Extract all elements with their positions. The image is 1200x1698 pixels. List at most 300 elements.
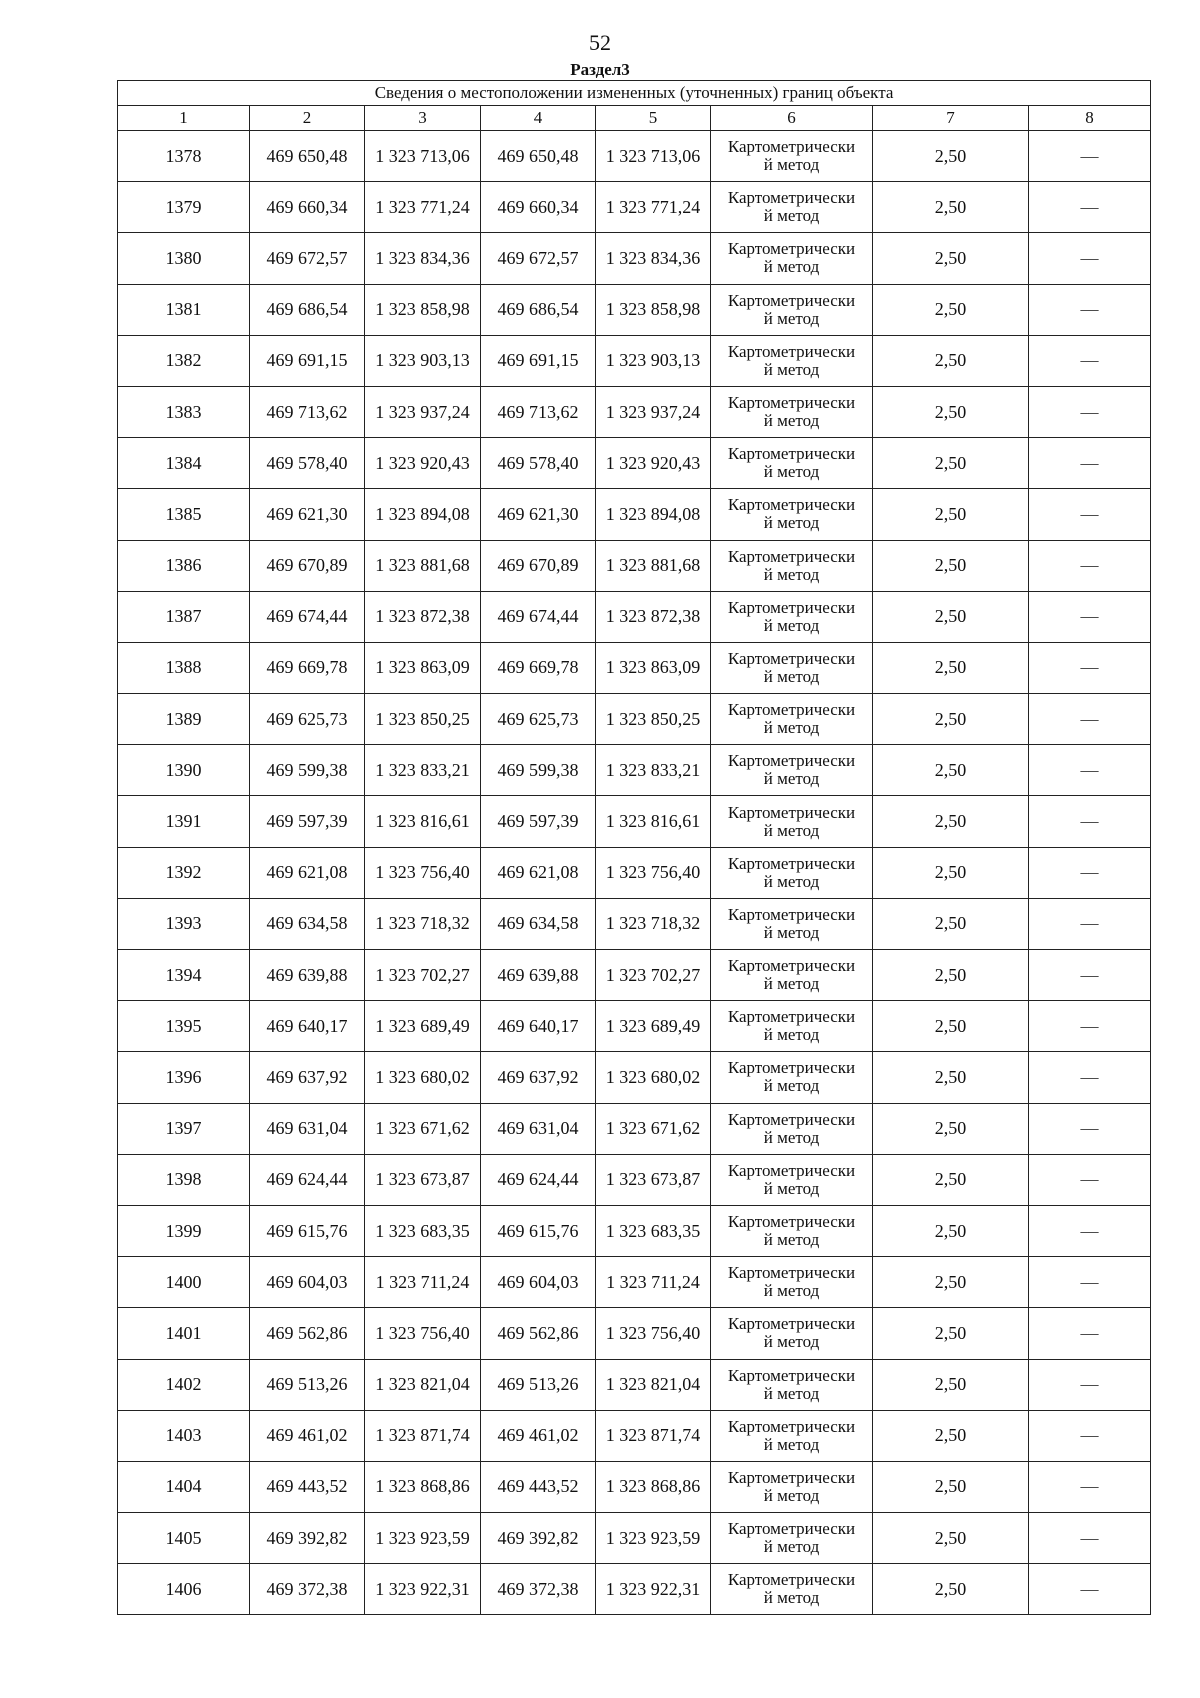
method-line-2: й метод xyxy=(763,206,820,226)
y-existing-cell: 1 323 871,74 xyxy=(365,1410,481,1461)
method-line-2: й метод xyxy=(763,411,820,431)
x-existing-cell: 469 513,26 xyxy=(250,1359,365,1410)
method-line-2: й метод xyxy=(763,308,820,328)
accuracy-cell: 2,50 xyxy=(873,1257,1029,1308)
method-line-2: й метод xyxy=(763,1588,820,1608)
point-number-cell: 1378 xyxy=(118,131,250,182)
method-line-1: Картометрически xyxy=(727,1467,856,1487)
method-line-1: Картометрически xyxy=(727,802,856,822)
table-row xyxy=(118,131,1151,182)
y-updated-cell: 1 323 903,13 xyxy=(596,335,711,386)
table-row xyxy=(118,438,1151,489)
method-line-2: й метод xyxy=(763,1537,820,1557)
method-line-1: Картометрически xyxy=(727,853,856,873)
y-updated-cell: 1 323 850,25 xyxy=(596,694,711,745)
y-existing-cell: 1 323 903,13 xyxy=(365,335,481,386)
method-line-1: Картометрически xyxy=(727,1416,856,1436)
y-updated-cell: 1 323 834,36 xyxy=(596,233,711,284)
col8-cell: — xyxy=(1029,1513,1151,1564)
method-line-1: Картометрически xyxy=(727,751,856,771)
method-cell xyxy=(711,1461,873,1512)
x-updated-cell: 469 672,57 xyxy=(481,233,596,284)
x-updated-cell: 469 691,15 xyxy=(481,335,596,386)
point-number-cell: 1403 xyxy=(118,1410,250,1461)
y-existing-cell: 1 323 673,87 xyxy=(365,1154,481,1205)
method-line-1: Картометрически xyxy=(727,1007,856,1027)
y-updated-cell: 1 323 920,43 xyxy=(596,438,711,489)
point-number-cell: 1397 xyxy=(118,1103,250,1154)
method-line-1: Картометрически xyxy=(727,444,856,464)
y-existing-cell: 1 323 833,21 xyxy=(365,745,481,796)
x-updated-cell: 469 392,82 xyxy=(481,1513,596,1564)
y-existing-cell: 1 323 923,59 xyxy=(365,1513,481,1564)
table-row xyxy=(118,1257,1151,1308)
column-number: 7 xyxy=(873,106,1029,131)
point-number-cell: 1390 xyxy=(118,745,250,796)
column-number: 6 xyxy=(711,106,873,131)
x-updated-cell: 469 670,89 xyxy=(481,540,596,591)
point-number-cell: 1393 xyxy=(118,898,250,949)
method-line-1: Картометрически xyxy=(727,1160,856,1180)
method-cell xyxy=(711,1308,873,1359)
x-existing-cell: 469 637,92 xyxy=(250,1052,365,1103)
point-number-cell: 1400 xyxy=(118,1257,250,1308)
method-line-2: й метод xyxy=(763,769,820,789)
point-number-cell: 1380 xyxy=(118,233,250,284)
table-row xyxy=(118,182,1151,233)
accuracy-cell: 2,50 xyxy=(873,438,1029,489)
method-cell xyxy=(711,1103,873,1154)
method-line-1: Картометрически xyxy=(727,137,856,157)
col8-cell: — xyxy=(1029,182,1151,233)
y-existing-cell: 1 323 922,31 xyxy=(365,1564,481,1615)
table-caption: Сведения о местоположении измененных (уточненных) границ объекта xyxy=(118,81,1151,106)
col8-cell: — xyxy=(1029,898,1151,949)
method-cell xyxy=(711,898,873,949)
col8-cell: — xyxy=(1029,335,1151,386)
x-existing-cell: 469 624,44 xyxy=(250,1154,365,1205)
table-row xyxy=(118,233,1151,284)
page-number: 52 xyxy=(589,30,611,55)
method-line-1: Картометрически xyxy=(727,546,856,566)
x-existing-cell: 469 691,15 xyxy=(250,335,365,386)
method-line-1: Картометрически xyxy=(727,648,856,668)
table-row xyxy=(118,694,1151,745)
method-cell xyxy=(711,1513,873,1564)
y-existing-cell: 1 323 711,24 xyxy=(365,1257,481,1308)
y-updated-cell: 1 323 718,32 xyxy=(596,898,711,949)
col8-cell: — xyxy=(1029,1154,1151,1205)
y-existing-cell: 1 323 834,36 xyxy=(365,233,481,284)
x-existing-cell: 469 597,39 xyxy=(250,796,365,847)
y-existing-cell: 1 323 872,38 xyxy=(365,591,481,642)
table-row xyxy=(118,489,1151,540)
point-number-cell: 1396 xyxy=(118,1052,250,1103)
method-line-1: Картометрически xyxy=(727,495,856,515)
x-existing-cell: 469 670,89 xyxy=(250,540,365,591)
x-existing-cell: 469 640,17 xyxy=(250,1001,365,1052)
x-updated-cell: 469 604,03 xyxy=(481,1257,596,1308)
col8-cell: — xyxy=(1029,796,1151,847)
y-existing-cell: 1 323 881,68 xyxy=(365,540,481,591)
col8-cell: — xyxy=(1029,1410,1151,1461)
table-row xyxy=(118,1359,1151,1410)
table-row xyxy=(118,847,1151,898)
x-updated-cell: 469 562,86 xyxy=(481,1308,596,1359)
accuracy-cell: 2,50 xyxy=(873,694,1029,745)
x-updated-cell: 469 631,04 xyxy=(481,1103,596,1154)
point-number-cell: 1387 xyxy=(118,591,250,642)
x-existing-cell: 469 713,62 xyxy=(250,386,365,437)
point-number-cell: 1383 xyxy=(118,386,250,437)
x-updated-cell: 469 599,38 xyxy=(481,745,596,796)
y-updated-cell: 1 323 868,86 xyxy=(596,1461,711,1512)
column-number: 1 xyxy=(118,106,250,131)
accuracy-cell: 2,50 xyxy=(873,1359,1029,1410)
table-row xyxy=(118,1154,1151,1205)
table-row xyxy=(118,591,1151,642)
x-updated-cell: 469 669,78 xyxy=(481,642,596,693)
col8-cell: — xyxy=(1029,694,1151,745)
method-line-2: й метод xyxy=(763,257,820,277)
y-existing-cell: 1 323 683,35 xyxy=(365,1205,481,1256)
y-existing-cell: 1 323 850,25 xyxy=(365,694,481,745)
y-existing-cell: 1 323 702,27 xyxy=(365,950,481,1001)
method-cell xyxy=(711,386,873,437)
col8-cell: — xyxy=(1029,131,1151,182)
accuracy-cell: 2,50 xyxy=(873,284,1029,335)
y-existing-cell: 1 323 713,06 xyxy=(365,131,481,182)
table-row xyxy=(118,1564,1151,1615)
col8-cell: — xyxy=(1029,438,1151,489)
column-number: 8 xyxy=(1029,106,1151,131)
x-existing-cell: 469 443,52 xyxy=(250,1461,365,1512)
table-caption-row xyxy=(118,81,1151,106)
table-row xyxy=(118,1205,1151,1256)
y-existing-cell: 1 323 863,09 xyxy=(365,642,481,693)
point-number-cell: 1384 xyxy=(118,438,250,489)
x-existing-cell: 469 650,48 xyxy=(250,131,365,182)
point-number-cell: 1395 xyxy=(118,1001,250,1052)
method-line-2: й метод xyxy=(763,1434,820,1454)
method-cell xyxy=(711,1564,873,1615)
y-updated-cell: 1 323 702,27 xyxy=(596,950,711,1001)
accuracy-cell: 2,50 xyxy=(873,642,1029,693)
col8-cell: — xyxy=(1029,642,1151,693)
y-updated-cell: 1 323 937,24 xyxy=(596,386,711,437)
table-row xyxy=(118,1461,1151,1512)
y-existing-cell: 1 323 858,98 xyxy=(365,284,481,335)
method-line-2: й метод xyxy=(763,1485,820,1505)
col8-cell: — xyxy=(1029,1205,1151,1256)
method-cell xyxy=(711,540,873,591)
y-existing-cell: 1 323 920,43 xyxy=(365,438,481,489)
table-row xyxy=(118,1103,1151,1154)
point-number-cell: 1404 xyxy=(118,1461,250,1512)
column-number-row xyxy=(118,106,1151,131)
table-row xyxy=(118,745,1151,796)
method-cell xyxy=(711,694,873,745)
method-line-1: Картометрически xyxy=(727,1365,856,1385)
method-line-1: Картометрически xyxy=(727,393,856,413)
x-updated-cell: 469 615,76 xyxy=(481,1205,596,1256)
x-existing-cell: 469 639,88 xyxy=(250,950,365,1001)
point-number-cell: 1399 xyxy=(118,1205,250,1256)
col8-cell: — xyxy=(1029,540,1151,591)
method-cell xyxy=(711,642,873,693)
x-updated-cell: 469 640,17 xyxy=(481,1001,596,1052)
x-existing-cell: 469 392,82 xyxy=(250,1513,365,1564)
accuracy-cell: 2,50 xyxy=(873,540,1029,591)
method-line-1: Картометрически xyxy=(727,956,856,976)
point-number-cell: 1379 xyxy=(118,182,250,233)
section-title: Раздел3 xyxy=(570,60,630,79)
y-updated-cell: 1 323 683,35 xyxy=(596,1205,711,1256)
x-updated-cell: 469 443,52 xyxy=(481,1461,596,1512)
method-line-2: й метод xyxy=(763,1178,820,1198)
table-body xyxy=(118,131,1151,1615)
accuracy-cell: 2,50 xyxy=(873,1001,1029,1052)
x-existing-cell: 469 631,04 xyxy=(250,1103,365,1154)
x-existing-cell: 469 669,78 xyxy=(250,642,365,693)
column-number: 2 xyxy=(250,106,365,131)
method-line-1: Картометрически xyxy=(727,1058,856,1078)
point-number-cell: 1394 xyxy=(118,950,250,1001)
accuracy-cell: 2,50 xyxy=(873,1154,1029,1205)
x-existing-cell: 469 578,40 xyxy=(250,438,365,489)
y-updated-cell: 1 323 711,24 xyxy=(596,1257,711,1308)
y-updated-cell: 1 323 872,38 xyxy=(596,591,711,642)
method-cell xyxy=(711,847,873,898)
col8-cell: — xyxy=(1029,1461,1151,1512)
col8-cell: — xyxy=(1029,1308,1151,1359)
y-updated-cell: 1 323 680,02 xyxy=(596,1052,711,1103)
x-updated-cell: 469 621,30 xyxy=(481,489,596,540)
method-line-2: й метод xyxy=(763,462,820,482)
method-cell xyxy=(711,796,873,847)
accuracy-cell: 2,50 xyxy=(873,847,1029,898)
method-cell xyxy=(711,950,873,1001)
method-cell xyxy=(711,335,873,386)
x-updated-cell: 469 637,92 xyxy=(481,1052,596,1103)
y-existing-cell: 1 323 756,40 xyxy=(365,1308,481,1359)
accuracy-cell: 2,50 xyxy=(873,1461,1029,1512)
x-updated-cell: 469 639,88 xyxy=(481,950,596,1001)
method-line-2: й метод xyxy=(763,1332,820,1352)
method-cell xyxy=(711,1205,873,1256)
y-updated-cell: 1 323 771,24 xyxy=(596,182,711,233)
y-existing-cell: 1 323 771,24 xyxy=(365,182,481,233)
table-row xyxy=(118,950,1151,1001)
point-number-cell: 1385 xyxy=(118,489,250,540)
accuracy-cell: 2,50 xyxy=(873,1052,1029,1103)
method-line-2: й метод xyxy=(763,155,820,175)
x-existing-cell: 469 372,38 xyxy=(250,1564,365,1615)
method-line-2: й метод xyxy=(763,564,820,584)
coordinates-table xyxy=(117,80,1151,1615)
y-existing-cell: 1 323 671,62 xyxy=(365,1103,481,1154)
x-updated-cell: 469 461,02 xyxy=(481,1410,596,1461)
accuracy-cell: 2,50 xyxy=(873,898,1029,949)
method-line-2: й метод xyxy=(763,1230,820,1250)
method-cell xyxy=(711,1359,873,1410)
accuracy-cell: 2,50 xyxy=(873,950,1029,1001)
method-line-2: й метод xyxy=(763,718,820,738)
y-existing-cell: 1 323 718,32 xyxy=(365,898,481,949)
x-existing-cell: 469 686,54 xyxy=(250,284,365,335)
method-cell xyxy=(711,1154,873,1205)
accuracy-cell: 2,50 xyxy=(873,1564,1029,1615)
table-row xyxy=(118,642,1151,693)
x-existing-cell: 469 672,57 xyxy=(250,233,365,284)
x-existing-cell: 469 634,58 xyxy=(250,898,365,949)
method-line-2: й метод xyxy=(763,820,820,840)
method-line-1: Картометрически xyxy=(727,290,856,310)
table-row xyxy=(118,1001,1151,1052)
x-updated-cell: 469 597,39 xyxy=(481,796,596,847)
x-updated-cell: 469 674,44 xyxy=(481,591,596,642)
table-row xyxy=(118,1308,1151,1359)
method-cell xyxy=(711,591,873,642)
table-row xyxy=(118,1410,1151,1461)
y-existing-cell: 1 323 816,61 xyxy=(365,796,481,847)
accuracy-cell: 2,50 xyxy=(873,1103,1029,1154)
y-updated-cell: 1 323 858,98 xyxy=(596,284,711,335)
point-number-cell: 1381 xyxy=(118,284,250,335)
table-row xyxy=(118,284,1151,335)
method-line-1: Картометрически xyxy=(727,341,856,361)
y-existing-cell: 1 323 894,08 xyxy=(365,489,481,540)
method-line-1: Картометрически xyxy=(727,1570,856,1590)
accuracy-cell: 2,50 xyxy=(873,233,1029,284)
point-number-cell: 1398 xyxy=(118,1154,250,1205)
col8-cell: — xyxy=(1029,591,1151,642)
y-updated-cell: 1 323 871,74 xyxy=(596,1410,711,1461)
accuracy-cell: 2,50 xyxy=(873,591,1029,642)
column-number: 3 xyxy=(365,106,481,131)
method-cell xyxy=(711,284,873,335)
x-updated-cell: 469 578,40 xyxy=(481,438,596,489)
y-existing-cell: 1 323 680,02 xyxy=(365,1052,481,1103)
x-existing-cell: 469 660,34 xyxy=(250,182,365,233)
x-updated-cell: 469 621,08 xyxy=(481,847,596,898)
x-updated-cell: 469 624,44 xyxy=(481,1154,596,1205)
method-line-1: Картометрически xyxy=(727,1109,856,1129)
col8-cell: — xyxy=(1029,1052,1151,1103)
y-updated-cell: 1 323 756,40 xyxy=(596,847,711,898)
method-line-2: й метод xyxy=(763,871,820,891)
method-cell xyxy=(711,489,873,540)
method-line-2: й метод xyxy=(763,974,820,994)
col8-cell: — xyxy=(1029,284,1151,335)
x-updated-cell: 469 625,73 xyxy=(481,694,596,745)
col8-cell: — xyxy=(1029,847,1151,898)
point-number-cell: 1405 xyxy=(118,1513,250,1564)
accuracy-cell: 2,50 xyxy=(873,796,1029,847)
accuracy-cell: 2,50 xyxy=(873,1410,1029,1461)
method-line-2: й метод xyxy=(763,666,820,686)
y-existing-cell: 1 323 756,40 xyxy=(365,847,481,898)
y-updated-cell: 1 323 881,68 xyxy=(596,540,711,591)
x-updated-cell: 469 686,54 xyxy=(481,284,596,335)
table-row xyxy=(118,386,1151,437)
accuracy-cell: 2,50 xyxy=(873,335,1029,386)
x-existing-cell: 469 562,86 xyxy=(250,1308,365,1359)
y-updated-cell: 1 323 816,61 xyxy=(596,796,711,847)
col8-cell: — xyxy=(1029,1001,1151,1052)
y-existing-cell: 1 323 868,86 xyxy=(365,1461,481,1512)
y-updated-cell: 1 323 922,31 xyxy=(596,1564,711,1615)
point-number-cell: 1389 xyxy=(118,694,250,745)
x-updated-cell: 469 372,38 xyxy=(481,1564,596,1615)
method-line-2: й метод xyxy=(763,1127,820,1147)
x-updated-cell: 469 634,58 xyxy=(481,898,596,949)
x-existing-cell: 469 621,08 xyxy=(250,847,365,898)
x-existing-cell: 469 615,76 xyxy=(250,1205,365,1256)
y-existing-cell: 1 323 821,04 xyxy=(365,1359,481,1410)
table-row xyxy=(118,540,1151,591)
column-number: 4 xyxy=(481,106,596,131)
method-line-2: й метод xyxy=(763,1281,820,1301)
method-cell xyxy=(711,438,873,489)
method-cell xyxy=(711,182,873,233)
method-cell xyxy=(711,745,873,796)
y-updated-cell: 1 323 863,09 xyxy=(596,642,711,693)
col8-cell: — xyxy=(1029,1564,1151,1615)
method-cell xyxy=(711,1257,873,1308)
accuracy-cell: 2,50 xyxy=(873,182,1029,233)
method-line-2: й метод xyxy=(763,1383,820,1403)
method-cell xyxy=(711,1410,873,1461)
x-existing-cell: 469 461,02 xyxy=(250,1410,365,1461)
point-number-cell: 1401 xyxy=(118,1308,250,1359)
method-line-2: й метод xyxy=(763,922,820,942)
y-updated-cell: 1 323 673,87 xyxy=(596,1154,711,1205)
method-line-1: Картометрически xyxy=(727,239,856,259)
x-updated-cell: 469 513,26 xyxy=(481,1359,596,1410)
x-existing-cell: 469 599,38 xyxy=(250,745,365,796)
point-number-cell: 1406 xyxy=(118,1564,250,1615)
method-line-1: Картометрически xyxy=(727,188,856,208)
column-number: 5 xyxy=(596,106,711,131)
method-line-1: Картометрически xyxy=(727,904,856,924)
point-number-cell: 1391 xyxy=(118,796,250,847)
method-line-2: й метод xyxy=(763,615,820,635)
x-updated-cell: 469 650,48 xyxy=(481,131,596,182)
method-line-2: й метод xyxy=(763,513,820,533)
table-row xyxy=(118,796,1151,847)
method-cell xyxy=(711,131,873,182)
y-existing-cell: 1 323 937,24 xyxy=(365,386,481,437)
method-line-1: Картометрически xyxy=(727,1314,856,1334)
accuracy-cell: 2,50 xyxy=(873,1308,1029,1359)
table-row xyxy=(118,1513,1151,1564)
y-updated-cell: 1 323 713,06 xyxy=(596,131,711,182)
col8-cell: — xyxy=(1029,1359,1151,1410)
col8-cell: — xyxy=(1029,233,1151,284)
y-updated-cell: 1 323 689,49 xyxy=(596,1001,711,1052)
y-existing-cell: 1 323 689,49 xyxy=(365,1001,481,1052)
method-line-2: й метод xyxy=(763,1076,820,1096)
method-line-2: й метод xyxy=(763,1025,820,1045)
method-cell xyxy=(711,1052,873,1103)
col8-cell: — xyxy=(1029,489,1151,540)
x-updated-cell: 469 713,62 xyxy=(481,386,596,437)
method-cell xyxy=(711,233,873,284)
x-existing-cell: 469 625,73 xyxy=(250,694,365,745)
method-line-1: Картометрически xyxy=(727,597,856,617)
accuracy-cell: 2,50 xyxy=(873,131,1029,182)
